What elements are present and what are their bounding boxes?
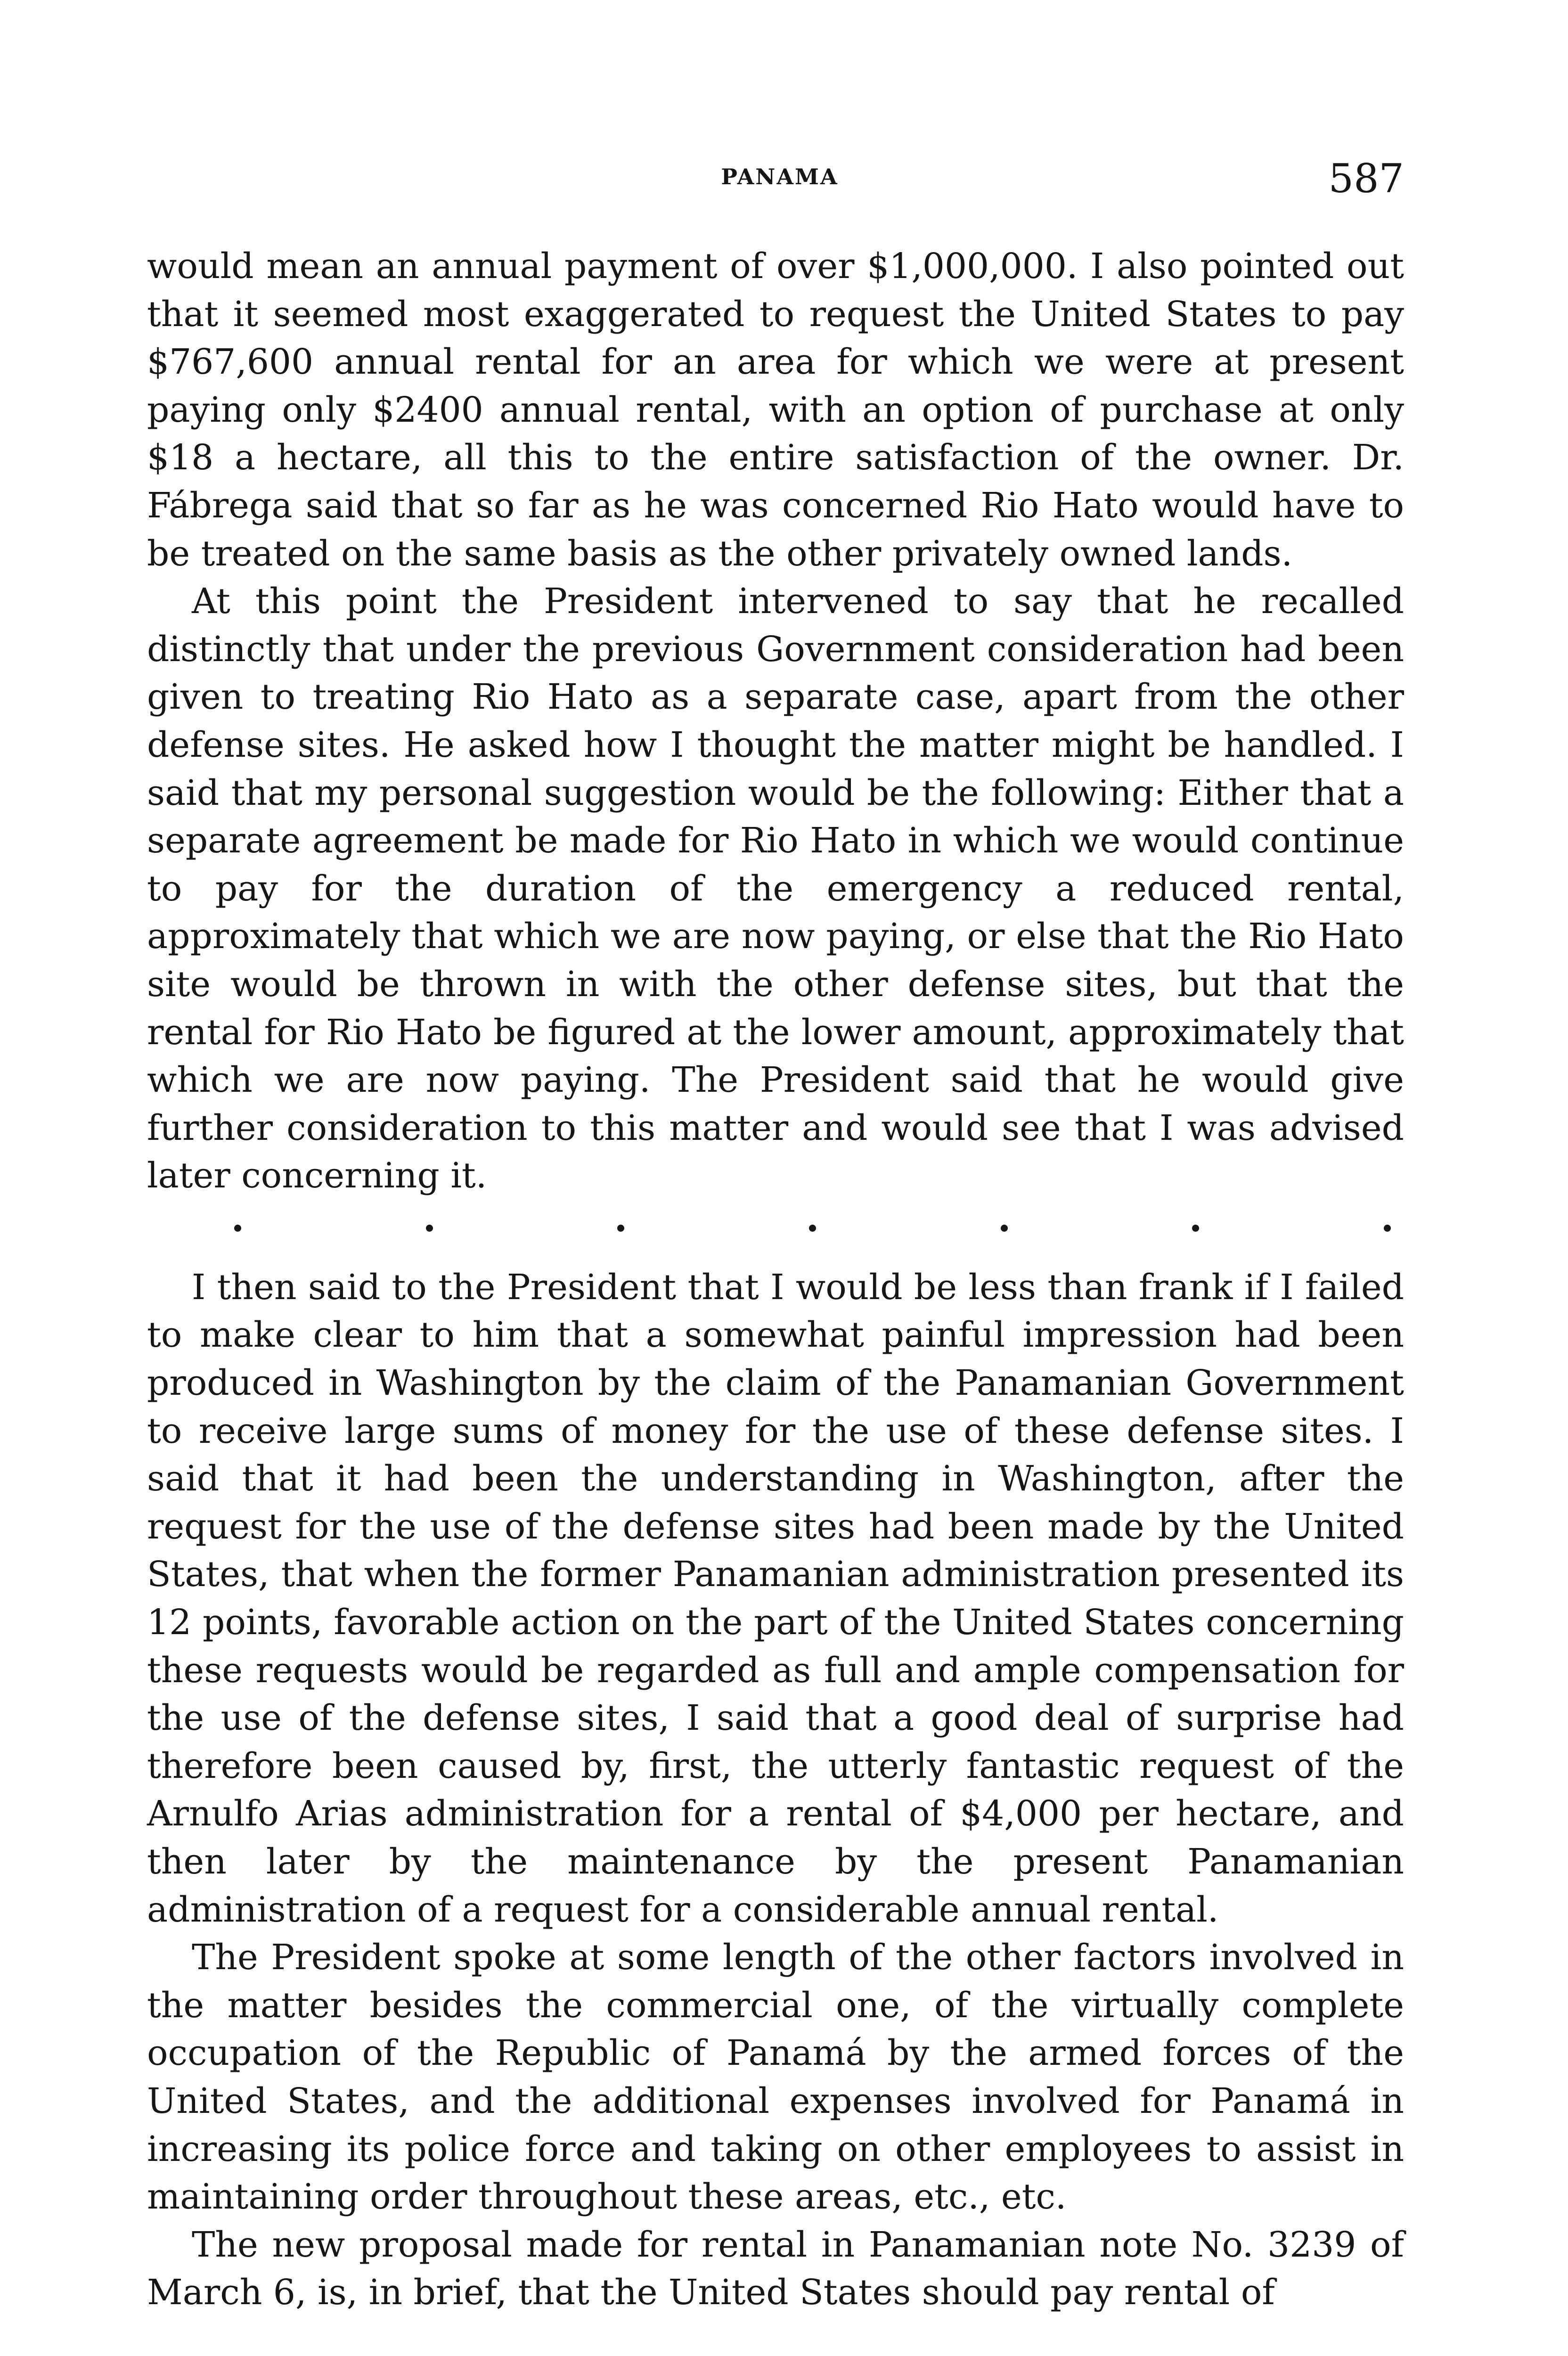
omission-ellipsis	[234, 1219, 1391, 1247]
paragraph-painful-impression: I then said to the President that I would be less than frank if I failed to make clear to him that a somewhat painful impression had been produced in Washington by the claim of the Panamanian Government to receive large sums of money for the use of these defense sites. I said that it had been the understanding in Washington, after the request for the use of the defense sites had been made by the United States, that when the former Panamanian administration presented its 12 points, favorable action on the part of the United States concerning these requests would be regarded as full and ample compensation for the use of the defense sites, I said that a good deal of surprise had therefore been caused by, first, the utterly fantastic request of the Arnulfo Arias administration for a rental of $4,000 per hectare, and then later by the maintenance by the present Panamanian administration of a request for a considerable annual rental.	[147, 1267, 1404, 1930]
ellipsis-dot	[617, 1225, 624, 1232]
paragraph-other-factors: The President spoke at some length of the other factors involved in the matter besides the commercial one, of the virtually complete occupation of the Republic of Panamá by the armed forces of the United States, and the additional expenses involved for Panamá in increasing its police force and taking on other employees to assist in maintaining order throughout these areas, etc., etc.	[147, 1937, 1404, 2217]
ellipsis-dot	[1192, 1225, 1199, 1232]
body-text	[147, 243, 1404, 2317]
ellipsis-dot	[1384, 1225, 1391, 1232]
paragraph-continuation: would mean an annual payment of over $1,000,000. I also pointed out that it seemed most exaggerated to request the United States to pay $767,600 annual rental for an area for which we were at present paying only $2400 annual rental, with an option of purchase at only $18 a hectare, all this to the entire satisfaction of the owner. Dr. Fábrega said that so far as he was concerned Rio Hato would have to be treated on the same basis as the other privately owned lands.	[147, 246, 1404, 574]
ellipsis-dot	[1001, 1225, 1008, 1232]
paragraph-rio-hato: At this point the President intervened to say that he recalled distinctly that under the previous Government consideration had been given to treating Rio Hato as a separate case, apart from the other defense sites. He asked how I thought the matter might be handled. I said that my personal suggestion would be the following: Either that a separate agreement be made for Rio Hato in which we would continue to pay for the duration of the emergency a reduced rental, approximately that which we are now paying, or else that the Rio Hato site would be thrown in with the other defense sites, but that the rental for Rio Hato be figured at the lower amount, approximately that which we are now paying. The President said that he would give further consideration to this matter and would see that I was advised later concerning it.	[147, 581, 1404, 1196]
running-head	[155, 155, 1404, 207]
ellipsis-dot	[809, 1225, 816, 1232]
paragraph-new-proposal: The new proposal made for rental in Panamanian note No. 3239 of March 6, is, in brief, that the United States should pay rental of	[147, 2224, 1404, 2313]
ellipsis-dot	[234, 1225, 241, 1232]
page-number: 587	[1328, 155, 1404, 202]
ellipsis-dot	[426, 1225, 433, 1232]
running-title: PANAMA	[721, 164, 839, 189]
